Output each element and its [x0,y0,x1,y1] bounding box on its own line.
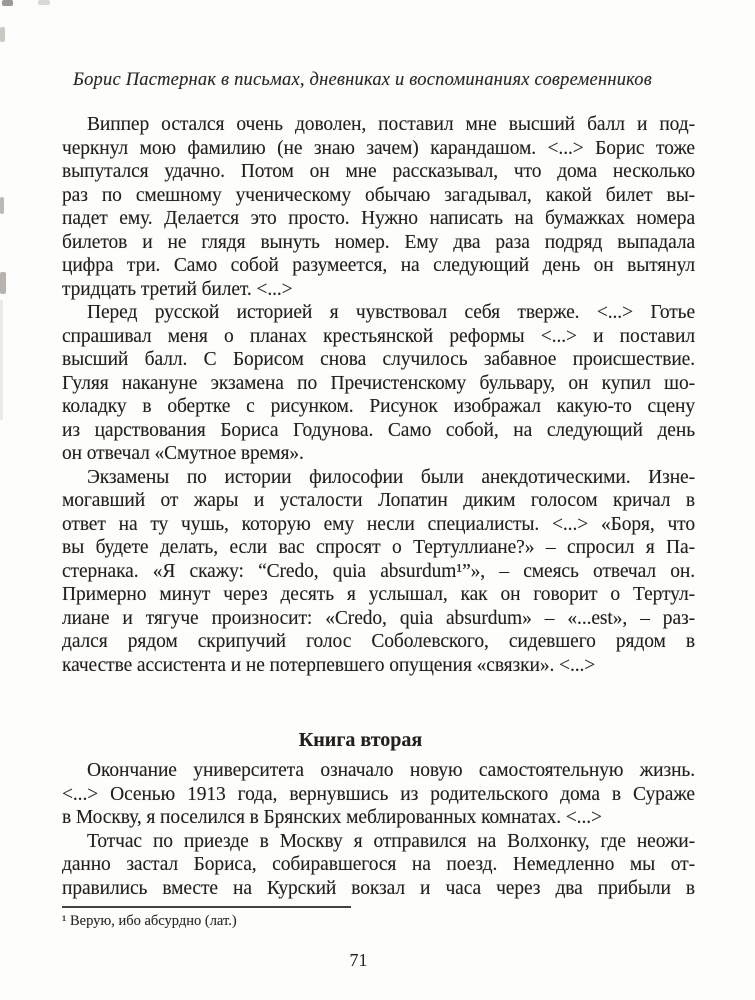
paragraph [62,759,695,830]
text-line: Окончание университета означало новую самостоятельную жизнь. [87,760,695,781]
scan-edge-mark [0,27,5,42]
running-head: Борис Пастернак в письмах, дневниках и воспоминаниях современников [73,70,652,90]
text-line: черкнул мою фамилию (не знаю зачем) карандашом. <...> Борис тоже [62,137,695,159]
paragraph [62,301,695,466]
page-number: 71 [349,950,368,970]
text-line: вы будете делать, если вас спросят о Тертуллиане?» – спросил я Па- [62,537,695,558]
text-line: <...> Осенью 1913 года, вернувшись из родительского дома в Сураже [62,783,695,805]
footnote: ¹ Верую, ибо абсурдно (лат.) [62,913,237,929]
footnote-rule [62,906,351,908]
scan-edge-mark [38,0,50,5]
text-line: тридцать третий билет. <...> [62,278,293,300]
section-heading: Книга вторая [298,728,423,751]
text-line: спрашивал меня о планах крестьянской реформы <...> и поставил [62,325,695,347]
text-line: данно застал Бориса, собиравшегося на поезд. Немедленно мы от- [62,854,695,875]
text-line: коладку в обертке с рисунком. Рисунок изображал какую-то сцену [62,396,695,417]
paragraph [62,830,695,901]
scan-edge-smudge [0,300,3,420]
text-line: правились вместе на Курский вокзал и часа через два прибыли в [62,877,695,899]
text-line: Перед русской историей я чувствовал себя тверже. <...> Готье [87,302,695,323]
text-line: ответ на ту чушь, которую ему несли специалисты. <...> «Боря, что [62,513,695,535]
scan-edge-mark [2,0,13,6]
text-line: стернака. «Я скажу: “Credo, quia absurdum¹”», – смеясь отвечал он. [62,560,695,582]
text-line: цифра три. Само собой разумеется, на следующий день он вытянул [62,255,695,276]
text-line: лиане и тягуче произносит: «Credo, quia absurdum» – «...est», – раз- [62,607,695,629]
text-line: могавший от жары и усталости Лопатин диким голосом кричал в [62,490,695,511]
scan-edge-mark [0,272,6,294]
text-line: билетов и не глядя вынуть номер. Ему два раза подряд выпадала [62,231,695,253]
text-line: Экзамены по истории философии были анекдотическими. Изне- [87,466,695,488]
text-line: Тотчас по приезде в Москву я отправился на Волхонку, где неожи- [87,830,695,852]
scan-edge-mark [0,197,4,214]
text-line: высший балл. С Борисом снова случилось забавное происшествие. [62,349,695,370]
text-line: падет ему. Делается это просто. Нужно написать на бумажках номера [62,208,695,229]
text-line: качестве ассистента и не потерпевшего опущения «связки». <...> [62,654,596,676]
text-line: из царствования Бориса Годунова. Само собой, на следующий день [62,419,695,441]
text-line: выпутался удачно. Потом он мне рассказывал, что дома несколько [62,161,695,182]
text-line: в Москву, я поселился в Брянских меблированных комнатах. <...> [62,807,602,828]
text-line: Примерно минут через десять я услышал, как он говорит о Тертул- [62,584,695,605]
text-line: дался рядом скрипучий голос Соболевского, сидевшего рядом в [62,631,695,652]
paragraph [62,113,695,301]
paragraph [62,466,695,678]
text-line: раз по смешному ученическому обычаю загадывал, какой билет вы- [62,184,695,206]
text-line: Виппер остался очень доволен, поставил мне высший балл и под- [87,114,695,135]
text-line: он отвечал «Смутное время». [62,443,304,464]
body-text [62,113,695,677]
text-line: Гуляя накануне экзамена по Пречистенскому бульвару, он купил шо- [62,372,695,394]
after-heading-text [62,759,695,900]
